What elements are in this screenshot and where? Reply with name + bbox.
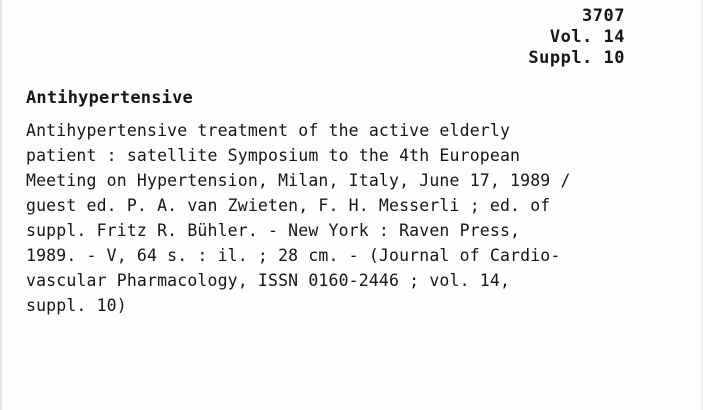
description-line: guest ed. P. A. van Zwieten, F. H. Messerli ; ed. of bbox=[26, 196, 551, 215]
card-header bbox=[528, 6, 625, 69]
supplement-label: Suppl. 10 bbox=[528, 48, 625, 68]
description-line: Meeting on Hypertension, Milan, Italy, June 17, 1989 / bbox=[26, 171, 571, 190]
description-line: vascular Pharmacology, ISSN 0160-2446 ; vol. 14, bbox=[26, 271, 511, 290]
description-line: patient : satellite Symposium to the 4th European bbox=[26, 146, 521, 165]
description-line: Antihypertensive treatment of the active elderly bbox=[26, 121, 511, 140]
description-line: suppl. Fritz R. Bühler. - New York : Raven Press, bbox=[26, 221, 521, 240]
page-title: Antihypertensive bbox=[26, 88, 193, 108]
description-line: suppl. 10) bbox=[26, 296, 127, 315]
volume-label: Vol. 14 bbox=[549, 27, 625, 47]
record-number: 3707 bbox=[582, 6, 625, 26]
bibliographic-description bbox=[26, 118, 676, 318]
description-line: 1989. - V, 64 s. : il. ; 28 cm. - (Journal of Cardio- bbox=[26, 246, 561, 265]
